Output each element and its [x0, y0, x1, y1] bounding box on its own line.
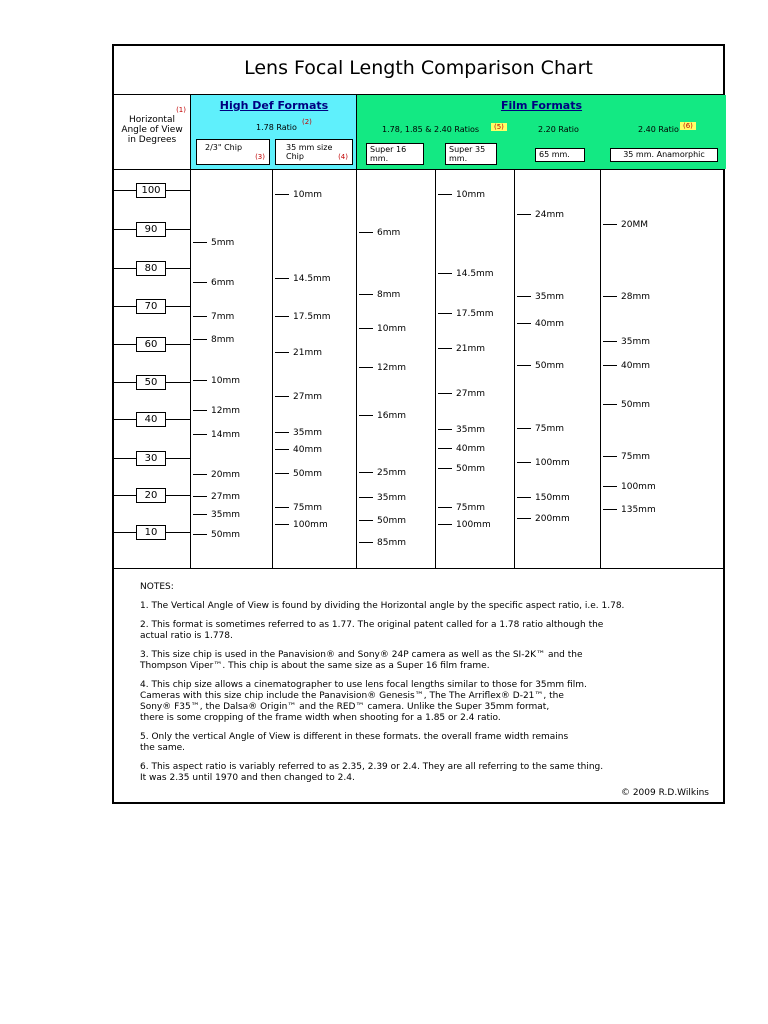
angle-value-40: 40 [136, 412, 166, 427]
chip23-focal-length [193, 375, 240, 387]
tick-mark [193, 242, 207, 243]
focal-length-label: 200mm [535, 514, 570, 524]
col-divider [356, 170, 357, 568]
focal-length-label: 10mm [456, 190, 485, 200]
tick-mark [517, 214, 531, 215]
tick-mark [438, 448, 452, 449]
tick-mark [359, 328, 373, 329]
focal-length-label: 35mm [293, 428, 322, 438]
chip23-focal-length [193, 469, 240, 481]
hd-formats-header [190, 95, 357, 169]
anamorphic-focal-length [603, 399, 650, 411]
focal-length-label: 40mm [456, 444, 485, 454]
tick-mark [603, 365, 617, 366]
super16-focal-length [359, 492, 406, 504]
focal-length-label: 8mm [211, 335, 235, 345]
focal-length-label: 20mm [211, 470, 240, 480]
chip23-focal-length [193, 529, 240, 541]
anamorphic-label: 35 mm. Anamorphic [623, 150, 705, 159]
chip35-focal-length [275, 502, 322, 514]
chip23-focal-length [193, 405, 240, 417]
note-3-line-1: 3. This size chip is used in the Panavision® and Sony® 24P camera as well as the SI-2K™ and the [140, 650, 583, 660]
note-5 [140, 732, 710, 754]
focal-length-label: 17.5mm [456, 309, 494, 319]
super16-header [366, 143, 424, 165]
focal-length-label: 150mm [535, 493, 570, 503]
tick-mark [193, 316, 207, 317]
tick-mark [603, 224, 617, 225]
super35-focal-length [438, 268, 494, 280]
focal-length-label: 50mm [293, 469, 322, 479]
tick-mark [517, 323, 531, 324]
col-divider [600, 170, 601, 568]
mm65-focal-length [517, 513, 570, 525]
hd-ratio: 1.78 Ratio [256, 123, 297, 132]
chip23-focal-length [193, 334, 234, 346]
tick-mark [193, 380, 207, 381]
chip23-ref: (3) [255, 153, 265, 161]
tick-mark [359, 294, 373, 295]
focal-length-label: 40mm [293, 445, 322, 455]
super16-focal-length [359, 467, 406, 479]
focal-length-label: 10mm [293, 190, 322, 200]
tick-mark [517, 497, 531, 498]
tick-mark [275, 316, 289, 317]
focal-length-label: 85mm [377, 538, 406, 548]
super35-focal-length [438, 443, 485, 455]
chip23-focal-length [193, 509, 240, 521]
focal-length-label: 12mm [377, 363, 406, 373]
film-ratio-1-ref: (5) [491, 123, 507, 131]
chip35-focal-length [275, 468, 322, 480]
angle-header-label: Horizontal Angle of View in Degrees [121, 115, 183, 145]
super35-focal-length [438, 519, 491, 531]
note-2-line-2: actual ratio is 1.778. [140, 631, 233, 641]
tick-mark [275, 396, 289, 397]
focal-length-label: 21mm [456, 344, 485, 354]
focal-length-label: 50mm [456, 464, 485, 474]
super35-focal-length [438, 343, 485, 355]
focal-length-label: 50mm [377, 516, 406, 526]
mm65-label: 65 mm. [539, 150, 570, 159]
super35-label: Super 35 mm. [449, 145, 486, 163]
focal-length-label: 17.5mm [293, 312, 331, 322]
focal-length-label: 28mm [621, 292, 650, 302]
tick-mark [517, 462, 531, 463]
tick-mark [359, 472, 373, 473]
film-formats-title: Film Formats [500, 99, 583, 112]
super16-focal-length [359, 323, 406, 335]
tick-mark [275, 352, 289, 353]
focal-length-label: 27mm [211, 492, 240, 502]
angle-value-80: 80 [136, 261, 166, 276]
note-1: 1. The Vertical Angle of View is found by dividing the Horizontal angle by the specific aspect ratio, i.e. 1.78. [140, 601, 625, 611]
focal-length-label: 100mm [621, 482, 656, 492]
focal-length-label: 14.5mm [456, 269, 494, 279]
super35-focal-length [438, 308, 494, 320]
tick-mark [438, 393, 452, 394]
note-5-line-1: 5. Only the vertical Angle of View is different in these formats. the overall frame width remains [140, 732, 569, 742]
tick-mark [275, 432, 289, 433]
focal-length-label: 20MM [621, 220, 648, 230]
chip35-focal-length [275, 347, 322, 359]
super16-focal-length [359, 227, 400, 239]
chip23-focal-length [193, 311, 234, 323]
super16-focal-length [359, 289, 400, 301]
angle-value-30: 30 [136, 451, 166, 466]
tick-mark [359, 542, 373, 543]
tick-mark [359, 520, 373, 521]
tick-mark [359, 367, 373, 368]
note-6-line-1: 6. This aspect ratio is variably referred to as 2.35, 2.39 or 2.4. They are all referring to the same thing. [140, 762, 604, 772]
film-ratio-1: 1.78, 1.85 & 2.40 Ratios [382, 125, 480, 134]
super16-label: Super 16 mm. [370, 145, 407, 163]
hd-ratio-ref: (2) [302, 118, 312, 126]
col-divider [435, 170, 436, 568]
note-2 [140, 620, 710, 642]
focal-length-label: 10mm [377, 324, 406, 334]
mm65-focal-length [517, 360, 564, 372]
focal-length-label: 100mm [456, 520, 491, 530]
tick-mark [438, 313, 452, 314]
focal-length-label: 8mm [377, 290, 401, 300]
tick-mark [275, 524, 289, 525]
angle-value-100: 100 [136, 183, 166, 198]
focal-length-label: 100mm [535, 458, 570, 468]
focal-length-label: 35mm [211, 510, 240, 520]
tick-mark [275, 507, 289, 508]
angle-header [114, 95, 190, 169]
super16-focal-length [359, 362, 406, 374]
focal-length-label: 135mm [621, 505, 656, 515]
focal-length-label: 25mm [377, 468, 406, 478]
note-4 [140, 680, 710, 724]
note-4-line-2: Cameras with this size chip include the Panavision® Genesis™, The The Arriflex® D-21™, the [140, 691, 564, 701]
focal-length-label: 75mm [293, 503, 322, 513]
anamorphic-focal-length [603, 360, 650, 372]
super16-focal-length [359, 537, 406, 549]
note-4-line-1: 4. This chip size allows a cinematographer to use lens focal lengths similar to those for 35mm film. [140, 680, 587, 690]
mm65-focal-length [517, 291, 564, 303]
chip23-focal-length [193, 429, 240, 441]
anamorphic-header [610, 148, 718, 162]
copyright: © 2009 R.D.Wilkins [620, 788, 709, 798]
film-ratio-3: 2.40 Ratio [638, 125, 679, 134]
focal-length-label: 40mm [535, 319, 564, 329]
tick-mark [438, 524, 452, 525]
chip35-label: 35 mm size Chip [286, 143, 333, 161]
tick-mark [603, 341, 617, 342]
note-6-line-2: It was 2.35 until 1970 and then changed to 2.4. [140, 773, 355, 783]
film-formats-header [356, 95, 726, 169]
notes-section [140, 582, 710, 792]
focal-length-label: 10mm [211, 376, 240, 386]
anamorphic-focal-length [603, 504, 656, 516]
tick-mark [193, 534, 207, 535]
mm65-focal-length [517, 457, 570, 469]
chip23-label: 2/3" Chip [205, 143, 243, 152]
focal-length-label: 35mm [535, 292, 564, 302]
focal-length-label: 14mm [211, 430, 240, 440]
tick-mark [438, 429, 452, 430]
note-4-line-4: there is some cropping of the frame width when shooting for a 1.85 or 2.4 ratio. [140, 713, 501, 723]
tick-mark [193, 474, 207, 475]
tick-mark [603, 486, 617, 487]
note-5-line-2: the same. [140, 743, 185, 753]
focal-length-label: 35mm [377, 493, 406, 503]
tick-mark [517, 365, 531, 366]
super16-focal-length [359, 515, 406, 527]
chip35-header [275, 139, 353, 165]
col-divider [190, 170, 191, 568]
mm65-focal-length [517, 318, 564, 330]
focal-length-label: 75mm [456, 503, 485, 513]
tick-mark [438, 468, 452, 469]
angle-value-50: 50 [136, 375, 166, 390]
focal-length-label: 27mm [293, 392, 322, 402]
film-ratio-2: 2.20 Ratio [538, 125, 579, 134]
mm65-focal-length [517, 209, 564, 221]
mm65-focal-length [517, 492, 570, 504]
super35-header [445, 143, 497, 165]
super35-focal-length [438, 189, 485, 201]
super35-focal-length [438, 463, 485, 475]
tick-mark [193, 434, 207, 435]
focal-length-label: 75mm [621, 452, 650, 462]
note-2-line-1: 2. This format is sometimes referred to as 1.77. The original patent called for a 1.78 ratio although the [140, 620, 604, 630]
focal-length-label: 7mm [211, 312, 235, 322]
chip23-focal-length [193, 277, 234, 289]
tick-mark [193, 410, 207, 411]
tick-mark [275, 278, 289, 279]
tick-mark [517, 518, 531, 519]
super35-focal-length [438, 502, 485, 514]
angle-value-90: 90 [136, 222, 166, 237]
focal-length-label: 12mm [211, 406, 240, 416]
tick-mark [275, 194, 289, 195]
focal-length-label: 24mm [535, 210, 564, 220]
hd-formats-title: High Def Formats [219, 99, 329, 112]
chip35-focal-length [275, 427, 322, 439]
notes-heading: NOTES: [140, 582, 174, 592]
tick-mark [193, 514, 207, 515]
tick-mark [359, 415, 373, 416]
focal-length-label: 50mm [211, 530, 240, 540]
chip35-focal-length [275, 391, 322, 403]
focal-length-label: 50mm [621, 400, 650, 410]
focal-length-label: 50mm [535, 361, 564, 371]
super16-focal-length [359, 410, 406, 422]
focal-length-label: 16mm [377, 411, 406, 421]
chip35-focal-length [275, 444, 322, 456]
notes-divider [114, 568, 723, 569]
mm65-header [535, 148, 585, 162]
tick-mark [438, 273, 452, 274]
tick-mark [359, 497, 373, 498]
note-3-line-2: Thompson Viper™. This chip is about the same size as a Super 16 film frame. [140, 661, 490, 671]
chart-frame [112, 44, 725, 804]
note-4-line-3: Sony® F35™, the Dalsa® Origin™ and the RED™ camera. Unlike the Super 35mm format, [140, 702, 550, 712]
film-ratio-3-ref: (6) [680, 122, 696, 130]
focal-length-label: 35mm [621, 337, 650, 347]
tick-mark [275, 473, 289, 474]
focal-length-label: 6mm [211, 278, 235, 288]
tick-mark [275, 449, 289, 450]
tick-mark [517, 296, 531, 297]
super35-focal-length [438, 424, 485, 436]
chart-title: Lens Focal Length Comparison Chart [244, 57, 593, 79]
chip35-focal-length [275, 273, 331, 285]
angle-value-20: 20 [136, 488, 166, 503]
focal-length-label: 6mm [377, 228, 401, 238]
tick-mark [359, 232, 373, 233]
col-divider [272, 170, 273, 568]
chip35-focal-length [275, 311, 331, 323]
angle-value-10: 10 [136, 525, 166, 540]
tick-mark [603, 456, 617, 457]
chart-body [114, 170, 723, 568]
tick-mark [517, 428, 531, 429]
tick-mark [603, 296, 617, 297]
tick-mark [438, 507, 452, 508]
mm65-focal-length [517, 423, 564, 435]
focal-length-label: 75mm [535, 424, 564, 434]
focal-length-label: 5mm [211, 238, 235, 248]
anamorphic-focal-length [603, 481, 656, 493]
anamorphic-focal-length [603, 291, 650, 303]
tick-mark [603, 404, 617, 405]
angle-value-60: 60 [136, 337, 166, 352]
tick-mark [438, 194, 452, 195]
tick-mark [193, 282, 207, 283]
col-divider [514, 170, 515, 568]
focal-length-label: 21mm [293, 348, 322, 358]
chip23-focal-length [193, 491, 240, 503]
angle-value-70: 70 [136, 299, 166, 314]
focal-length-label: 27mm [456, 389, 485, 399]
angle-ref: (1) [176, 106, 186, 114]
note-6 [140, 762, 710, 784]
tick-mark [438, 348, 452, 349]
note-3 [140, 650, 710, 672]
chip23-focal-length [193, 237, 234, 249]
focal-length-label: 35mm [456, 425, 485, 435]
anamorphic-focal-length [603, 219, 648, 231]
chip35-focal-length [275, 519, 328, 531]
tick-mark [193, 496, 207, 497]
focal-length-label: 40mm [621, 361, 650, 371]
chip23-header [196, 139, 270, 165]
chip35-focal-length [275, 189, 322, 201]
anamorphic-focal-length [603, 451, 650, 463]
super35-focal-length [438, 388, 485, 400]
anamorphic-focal-length [603, 336, 650, 348]
focal-length-label: 14.5mm [293, 274, 331, 284]
chip35-ref: (4) [338, 153, 348, 161]
tick-mark [603, 509, 617, 510]
tick-mark [193, 339, 207, 340]
focal-length-label: 100mm [293, 520, 328, 530]
